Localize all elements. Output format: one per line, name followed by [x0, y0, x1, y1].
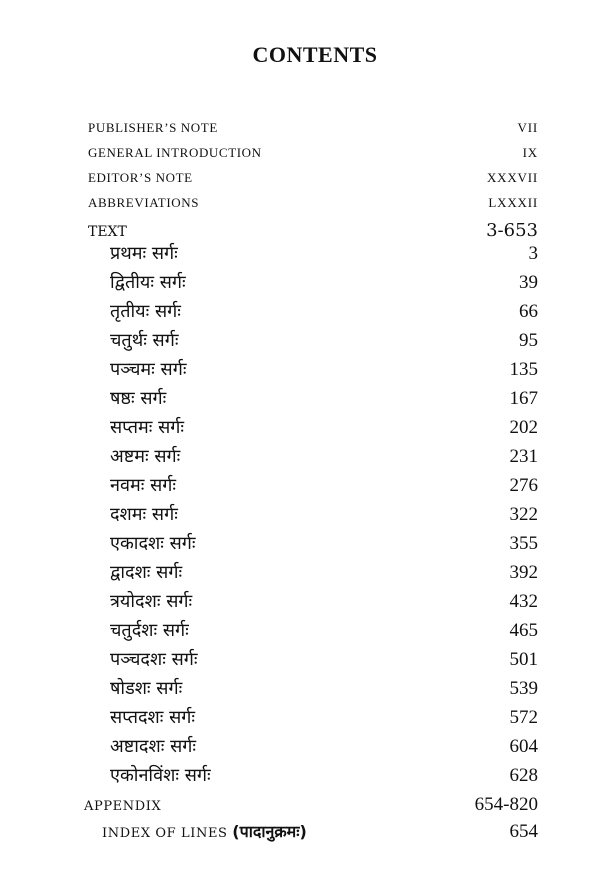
- toc-entry-page: 572: [509, 707, 538, 728]
- toc-entry-label: एकोनविंशः सर्गः: [110, 765, 211, 786]
- index-label-sanskrit: (पादानुक्रमः): [232, 822, 307, 841]
- canto-entry: [88, 386, 538, 415]
- table-of-contents: [84, 120, 538, 846]
- page-title: CONTENTS: [252, 42, 378, 67]
- toc-entry-page: 66: [519, 301, 538, 322]
- toc-entry-label: TEXT: [88, 224, 127, 240]
- toc-entry-page: 604: [509, 736, 538, 757]
- toc-entry-page: IX: [522, 145, 538, 160]
- canto-entry: [88, 328, 538, 357]
- toc-entry-label: [102, 820, 307, 842]
- toc-entry-label: नवमः सर्गः: [110, 475, 177, 496]
- toc-entry-text: [88, 220, 538, 241]
- toc-entry-page: 231: [509, 446, 538, 467]
- toc-entry-label: द्वितीयः सर्गः: [110, 272, 186, 293]
- toc-entry-label: GENERAL INTRODUCTION: [88, 145, 262, 160]
- toc-entry-page: 95: [519, 330, 538, 351]
- toc-entry-label: प्रथमः सर्गः: [110, 243, 178, 264]
- toc-entry-label: षोडशः सर्गः: [110, 678, 183, 699]
- toc-entry: [88, 195, 538, 220]
- toc-entry-page: XXXVII: [486, 170, 538, 185]
- toc-entry-page: 501: [509, 649, 538, 670]
- toc-entry-page: VII: [517, 120, 538, 135]
- canto-entry: [88, 734, 538, 763]
- toc-entry-label: ABBREVIATIONS: [88, 195, 200, 210]
- toc-entry-page: 392: [509, 562, 538, 583]
- toc-entry-page: 322: [509, 504, 538, 525]
- toc-entry-label: षष्ठः सर्गः: [110, 388, 167, 409]
- toc-entry-page: 465: [509, 620, 538, 641]
- toc-entry-label: EDITOR’S NOTE: [88, 170, 193, 185]
- toc-entry-page: 654-820: [474, 794, 538, 815]
- canto-entry: [88, 647, 538, 676]
- toc-entry: [88, 120, 538, 145]
- canto-entry: [88, 502, 538, 531]
- index-label-english: INDEX OF LINES: [102, 826, 228, 841]
- toc-entry-label: तृतीयः सर्गः: [110, 301, 181, 322]
- canto-entry: [88, 299, 538, 328]
- canto-list: [88, 241, 538, 792]
- canto-entry: [88, 473, 538, 502]
- canto-entry: [88, 415, 538, 444]
- canto-entry: [88, 444, 538, 473]
- toc-entry-page: 654: [509, 821, 538, 842]
- toc-entry-page: 135: [509, 359, 538, 380]
- toc-entry-label: सप्तमः सर्गः: [110, 417, 185, 438]
- toc-entry-label: त्रयोदशः सर्गः: [110, 591, 193, 612]
- canto-entry: [88, 589, 538, 618]
- canto-entry: [88, 560, 538, 589]
- canto-entry: [88, 618, 538, 647]
- front-matter-list: [88, 120, 538, 220]
- toc-entry-page: 628: [509, 765, 538, 786]
- toc-entry-page: 202: [509, 417, 538, 438]
- toc-entry-label: चतुर्दशः सर्गः: [110, 620, 189, 641]
- toc-entry: [88, 170, 538, 195]
- toc-entry-page: 3: [528, 243, 538, 264]
- toc-entry-label: अष्टादशः सर्गः: [110, 736, 197, 757]
- toc-entry-label: एकादशः सर्गः: [110, 533, 196, 554]
- canto-entry: [88, 531, 538, 560]
- toc-entry-label: चतुर्थः सर्गः: [110, 330, 179, 351]
- toc-entry-page: LXXXII: [488, 195, 538, 210]
- toc-entry-page: 167: [509, 388, 538, 409]
- canto-entry: [88, 357, 538, 386]
- toc-entry-page: 39: [519, 272, 538, 293]
- toc-entry-label: अष्टमः सर्गः: [110, 446, 181, 467]
- toc-entry-page: 432: [509, 591, 538, 612]
- toc-entry-page: 276: [509, 475, 538, 496]
- toc-entry-label: सप्तदशः सर्गः: [110, 707, 196, 728]
- toc-entry-appendix: [84, 794, 538, 820]
- canto-entry: [88, 241, 538, 270]
- toc-entry-label: पञ्चमः सर्गः: [110, 359, 187, 380]
- canto-entry: [88, 705, 538, 734]
- toc-entry-label: APPENDIX: [84, 799, 162, 814]
- toc-entry-label: द्वादशः सर्गः: [110, 562, 183, 583]
- canto-entry: [88, 270, 538, 299]
- toc-entry-label: PUBLISHER’S NOTE: [88, 120, 218, 135]
- toc-entry-page: 3-653: [486, 220, 538, 241]
- toc-entry-index-of-lines: [88, 820, 538, 846]
- toc-entry-page: 539: [509, 678, 538, 699]
- toc-entry-label: दशमः सर्गः: [110, 504, 178, 525]
- canto-entry: [88, 763, 538, 792]
- toc-entry-label: पञ्चदशः सर्गः: [110, 649, 198, 670]
- toc-entry: [88, 145, 538, 170]
- toc-entry-page: 355: [509, 533, 538, 554]
- canto-entry: [88, 676, 538, 705]
